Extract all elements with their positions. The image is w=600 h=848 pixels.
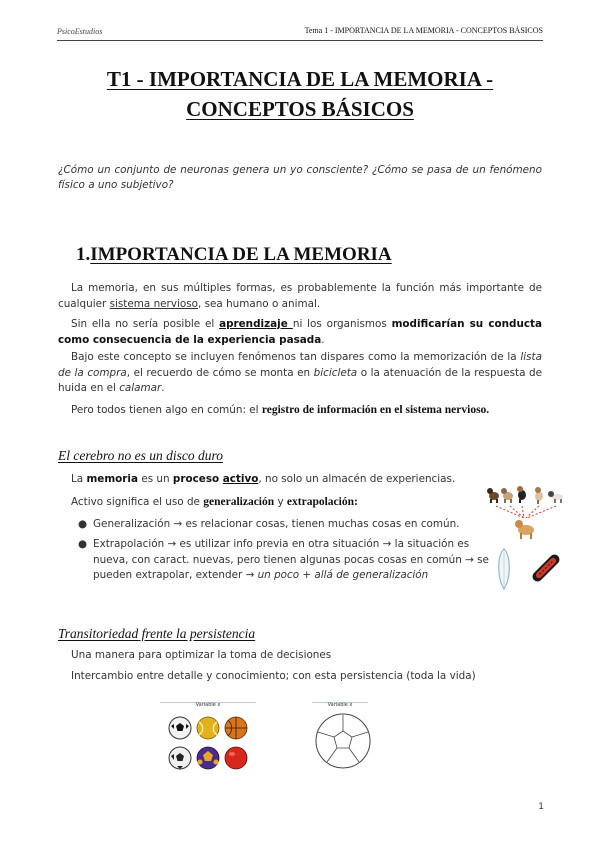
bullet-generalizacion [78,517,503,533]
text: Activo significa el uso de [71,496,204,508]
bold-text: memoria [86,473,139,485]
red-ball-icon [225,747,247,769]
puppy-icon [515,520,534,539]
intro-question: ¿Cómo un conjunto de neuronas genera un yo consciente? ¿Cómo se pasa de un fenómeno físico a uno subjetivo? [58,164,542,191]
text: , sea humano o animal. [197,297,321,310]
bold-text: proceso [172,473,223,485]
text: . [321,333,325,346]
section-3-heading: Transitoriedad frente la persistencia [58,626,256,641]
arrow-lines [496,506,556,518]
balls-set-illustration [168,716,248,772]
bold-text: extrapolación: [286,496,358,508]
paragraph-2 [58,317,542,348]
text: Generalización → es relacionar cosas, tienen muchas cosas en común. [93,518,460,530]
bold-text: registro de información en el sistema nervioso. [261,404,490,416]
bold-text: generalización [203,496,275,508]
bullet-extrapolacion [78,537,503,584]
section-1-title: IMPORTANCIA DE LA MEMORIA [90,244,392,265]
dog-icon [487,488,499,503]
paragraph-3 [58,350,542,397]
header-left: PsicoEstudios [57,27,103,36]
italic-text: calamar [119,382,162,394]
purple-ball-icon [197,747,219,769]
outline-soccer-ball-illustration [314,712,372,770]
text: La memoria, en sus múltiples formas, es probablemente la función más importante de cualquier [58,282,542,310]
text: o la atenuación de la respuesta de huida en el [58,366,542,394]
dog-icon [548,491,563,503]
line-optimizar: Una manera para optimizar la toma de decisiones [71,649,332,661]
section-1-number: 1. [76,244,91,265]
text: y [274,496,287,508]
figure-2-label: Variable x [327,702,353,708]
figure-1-label: Variable x [195,702,221,708]
title-line-1: T1 - IMPORTANCIA DE LA MEMORIA - [106,67,494,91]
line-intercambio: Intercambio entre detalle y conocimiento; con esta persistencia (toda la vida) [71,670,476,682]
link-aprendizaje[interactable]: aprendizaje [219,318,293,330]
bullet-dot-icon: ● [78,538,88,550]
soccer-ball-icon [169,747,191,769]
soccer-ball-icon [169,717,191,739]
text: Extrapolación → es utilizar info previa en otra situación → la situación es nueva, con caract. nuevas, pero tienen algunas pocas cosas en común → se pueden extrapolar, extender → [93,538,489,581]
link-sistema-nervioso[interactable]: sistema nervioso [109,297,198,310]
dog-icon [535,487,543,504]
bold-underlined-text: activo [222,473,259,485]
header-divider [57,40,543,41]
basketball-icon [225,717,247,739]
paragraph-1 [58,281,542,312]
page-title [57,64,543,124]
text: Bajo este concepto se incluyen fenómenos tan dispares como la memorización de la [71,351,521,363]
italic-text: un poco + allá de generalización [257,569,429,581]
paragraph-4 [58,403,542,419]
text: , el recuerdo de cómo se monta en [126,366,314,379]
text: , no solo un almacén de experiencias. [258,473,456,485]
skateboard-icon [527,548,565,588]
section-1-heading [76,244,392,266]
paragraph-5 [58,472,542,488]
dogs-illustration [486,482,572,544]
section-2-heading: El cerebro no es un disco duro [58,448,223,463]
text: Pero todos tienen algo en común: el [71,404,262,416]
title-line-2: CONCEPTOS BÁSICOS [186,97,414,121]
bullet-dot-icon: ● [78,518,88,530]
italic-text: lista de la compra [58,351,542,379]
paragraph-6 [58,495,470,511]
text: Sin ella no sería posible el [71,318,220,330]
dog-icon [517,486,526,503]
text: ni los organismos [292,318,392,330]
bold-text: modificarían su conducta como consecuencia de la experiencia pasada [58,318,542,346]
text: es un [138,473,173,485]
page-number: 1 [538,802,544,812]
text: La [71,473,87,485]
surfboard-icon [493,548,515,590]
header-right: Tema 1 - IMPORTANCIA DE LA MEMORIA - CONCEPTOS BÁSICOS [304,26,543,35]
text: . [161,382,165,394]
italic-text: bicicleta [313,366,358,379]
tennis-ball-icon [197,717,219,739]
dog-icon [501,488,513,503]
